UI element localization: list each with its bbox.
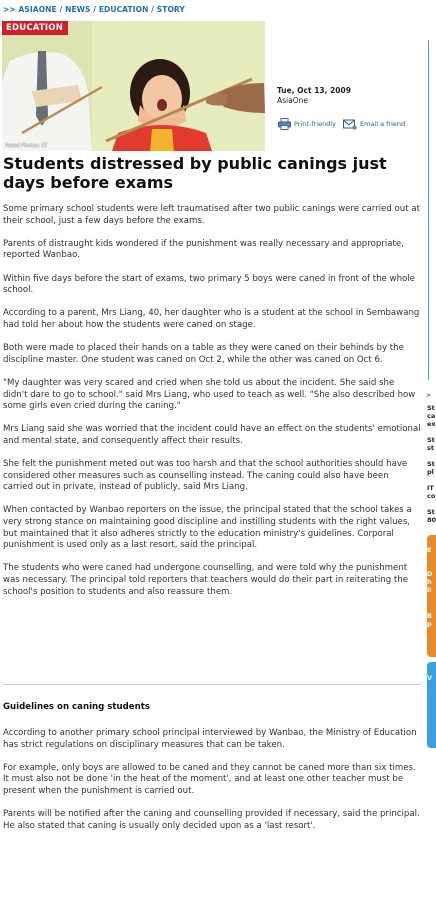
article-tools (278, 118, 412, 130)
sidebar-snippet[interactable]: h (427, 578, 432, 586)
article-paragraph: Parents will be notified after the caning and counselling provided if necessary, said the principal. He also stated that caning is usually only decided upon as a 'last resort'. (3, 809, 420, 831)
breadcrumb-separator: / (93, 5, 97, 14)
breadcrumb-separator: / (151, 5, 155, 14)
article-headline: Students distressed by public canings just days before exams (3, 154, 387, 192)
printer-icon (278, 118, 291, 130)
caning-photo-illustration (2, 21, 265, 151)
breadcrumb-prefix: >> (3, 5, 16, 14)
publish-date: Tue, Oct 13, 2009 (277, 86, 351, 95)
sidebar-snippet[interactable]: B (427, 612, 432, 620)
article-meta (277, 86, 351, 106)
breadcrumb-separator: / (59, 5, 63, 14)
hero-image (2, 21, 265, 151)
sidebar-border (428, 40, 429, 380)
sidebar-snippet[interactable]: D (427, 570, 433, 578)
sidebar-snippet[interactable]: V (427, 674, 433, 682)
email-friend-label: Email a friend (359, 120, 406, 128)
article-paragraph: According to a parent, Mrs Liang, 40, her daughter who is a student at the school in Sembawang had told her about how the students were caned on stage. (3, 308, 420, 330)
article-paragraph: According to another primary school principal interviewed by Wanbao, the Ministry of Education has strict regulations on disciplinary measures that can be taken. (3, 728, 417, 750)
email-friend-link[interactable] (343, 118, 405, 130)
sidebar-snippet[interactable]: ca (427, 412, 436, 420)
sidebar-snippet[interactable]: st (427, 444, 434, 452)
photo-credit: Posed Photos: ST (5, 143, 48, 149)
sidebar-snippet[interactable]: 80 (427, 516, 436, 524)
sidebar-snippet[interactable]: p (427, 620, 432, 628)
sidebar-arrow: > (426, 392, 432, 399)
breadcrumb (3, 5, 185, 14)
section-tag: EDUCATION (2, 21, 68, 35)
right-sidebar-cutoff (426, 0, 436, 909)
sidebar-snippet[interactable]: E (427, 546, 432, 554)
article-paragraph: Both were made to placed their hands on a table as they were caned on their behinds by the discipline master. One student was caned on Oct 2, while the other was caned on Oct 6. (3, 343, 404, 365)
sidebar-snippet[interactable]: ex (427, 420, 436, 428)
article-paragraph: Within five days before the start of exams, two primary 5 boys were caned in front of the whole school. (3, 273, 415, 296)
breadcrumb-item-news[interactable]: NEWS (65, 5, 91, 14)
article-paragraph: When contacted by Wanbao reporters on the issue, the principal stated that the school takes a very strong stance on maintaining good discipline and instilling students with the right values, but maintained that it also adheres strictly to the education ministry's guidelines. Corporal punishment is used only as a last resort, said the principal. (3, 505, 412, 551)
article-paragraph: She felt the punishment meted out was too harsh and that the school authorities should have considered other measures such as counselling instead. The caning could also have been carried out in private, instead of publicly, said Mrs Liang. (3, 459, 408, 493)
sidebar-snippet[interactable]: St (427, 404, 435, 412)
article-paragraph: Mrs Liang said she was worried that the incident could have an effect on the students' emotional and mental state, and consequently affect their results. (3, 424, 421, 446)
sidebar-snippet[interactable]: St (427, 508, 435, 516)
email-icon (343, 118, 357, 130)
sidebar-snippet[interactable]: St (427, 436, 435, 444)
breadcrumb-item-asiaone[interactable]: ASIAONE (18, 5, 57, 14)
article-paragraph: For example, only boys are allowed to be caned and they cannot be caned more than six times. It must also not be done 'in the heat of the moment', and at least one other teacher must be present when the punishment is carried out. (3, 762, 416, 796)
article-paragraph: The students who were caned had undergone counselling, and were told why the punishment was necessary. The principal told reporters that teachers would do their part in reiterating the school's position to students and also reassure them. (3, 563, 409, 597)
article-paragraph: Some primary school students were left traumatised after two public canings were carried out at their school, just a few days before the exams. (3, 204, 420, 226)
article-subheading: Guidelines on caning students (3, 702, 150, 712)
breadcrumb-item-story[interactable]: STORY (156, 5, 185, 14)
print-friendly-link[interactable] (278, 118, 336, 130)
section-divider (3, 684, 421, 685)
sidebar-snippet[interactable]: pl (427, 468, 434, 476)
breadcrumb-item-education[interactable]: EDUCATION (98, 5, 149, 14)
sidebar-snippet[interactable]: St (427, 460, 435, 468)
sidebar-snippet[interactable]: li (427, 586, 432, 594)
print-friendly-label: Print-friendly (294, 120, 336, 128)
sidebar-snippet[interactable]: IT (427, 484, 434, 492)
article-paragraph: "My daughter was very scared and cried when she told us about the incident. She said she didn't dare to go to school." said Mrs Liang, who used to teach as well. "She also described how some girls even cried during the caning." (3, 377, 416, 412)
article-paragraph: Parents of distraught kids wondered if the punishment was really necessary and appropriate, reported Wanbao. (3, 238, 404, 261)
article-source: AsiaOne (277, 96, 308, 105)
article-body-secondary (3, 728, 421, 844)
article-body (3, 204, 421, 610)
sidebar-snippet[interactable]: co (427, 492, 436, 500)
